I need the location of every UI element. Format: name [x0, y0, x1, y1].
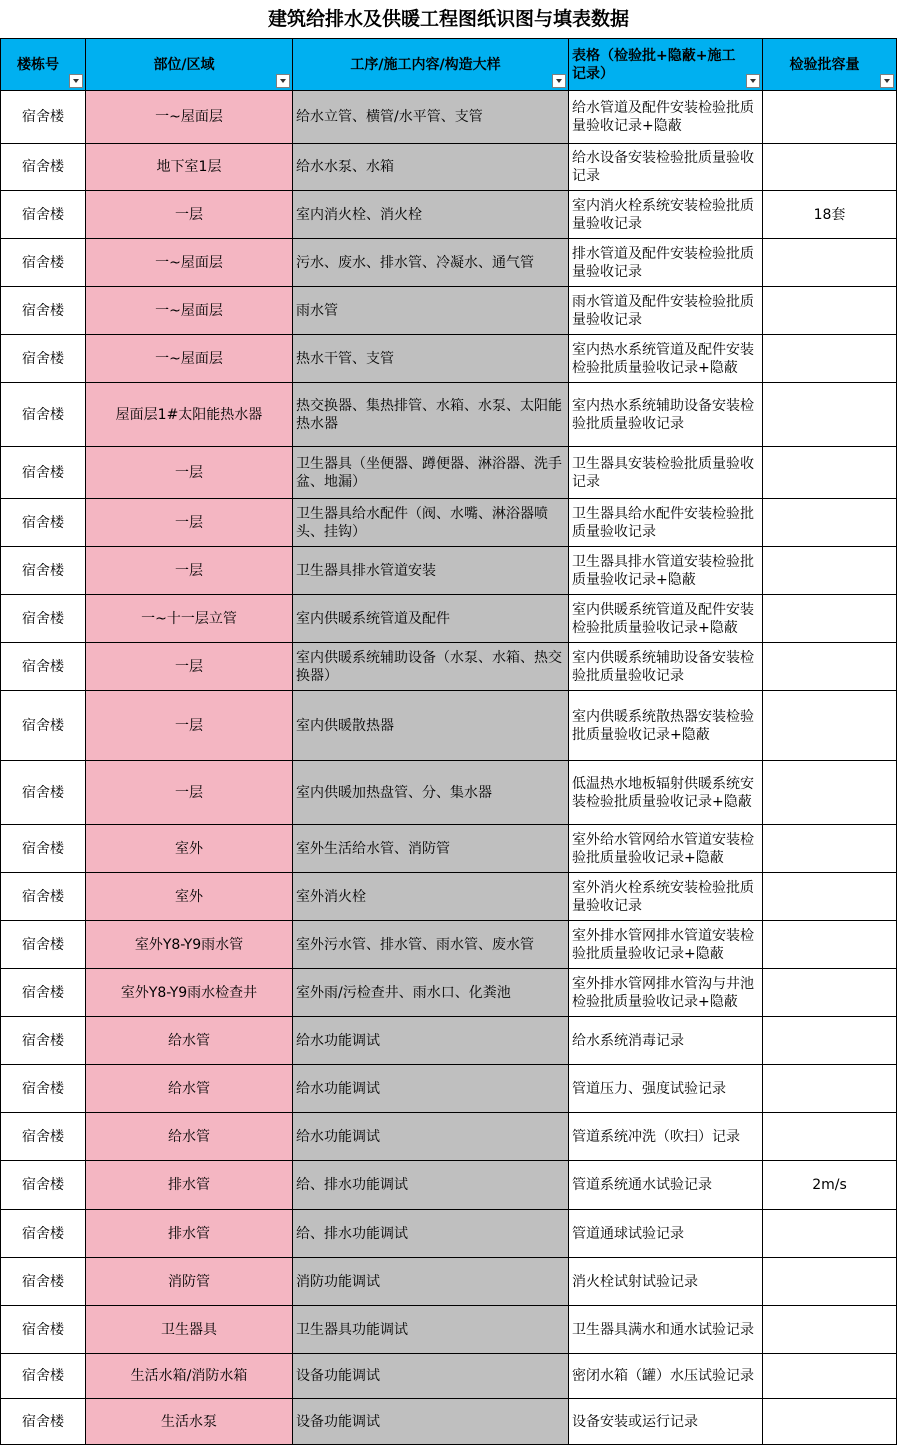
filter-dropdown-icon[interactable]	[552, 74, 566, 88]
table-row	[1, 691, 897, 761]
cell-process[interactable]: 给水立管、横管/水平管、支管	[293, 91, 569, 144]
cell-capacity[interactable]	[763, 595, 897, 643]
cell-building[interactable]: 宿舍楼	[1, 643, 86, 691]
cell-area[interactable]: 给水管	[86, 1065, 293, 1113]
cell-form[interactable]: 室内热水系统辅助设备安装检验批质量验收记录	[569, 383, 763, 447]
cell-area[interactable]: 一~屋面层	[86, 91, 293, 144]
cell-form[interactable]: 给水设备安装检验批质量验收记录	[569, 144, 763, 191]
cell-building[interactable]: 宿舍楼	[1, 335, 86, 383]
cell-area[interactable]: 排水管	[86, 1161, 293, 1210]
table-row	[1, 447, 897, 499]
cell-process[interactable]: 热水干管、支管	[293, 335, 569, 383]
cell-area[interactable]: 一层	[86, 547, 293, 595]
header-area: 部位/区域	[86, 39, 293, 91]
cell-process[interactable]: 设备功能调试	[293, 1399, 569, 1445]
cell-capacity[interactable]	[763, 1258, 897, 1306]
cell-form[interactable]: 管道系统通水试验记录	[569, 1161, 763, 1210]
cell-capacity[interactable]	[763, 825, 897, 873]
cell-capacity[interactable]	[763, 921, 897, 969]
cell-area[interactable]: 消防管	[86, 1258, 293, 1306]
table-row	[1, 1210, 897, 1258]
cell-capacity[interactable]	[763, 239, 897, 287]
cell-process[interactable]: 卫生器具（坐便器、蹲便器、淋浴器、洗手盆、地漏）	[293, 447, 569, 499]
cell-building[interactable]: 宿舍楼	[1, 1306, 86, 1354]
cell-form[interactable]: 雨水管道及配件安装检验批质量验收记录	[569, 287, 763, 335]
table-row	[1, 873, 897, 921]
table-row	[1, 761, 897, 825]
cell-capacity[interactable]	[763, 1399, 897, 1445]
cell-process[interactable]: 给、排水功能调试	[293, 1161, 569, 1210]
cell-building[interactable]: 宿舍楼	[1, 1399, 86, 1445]
table-row	[1, 1306, 897, 1354]
cell-capacity[interactable]	[763, 1065, 897, 1113]
cell-capacity[interactable]	[763, 144, 897, 191]
cell-capacity[interactable]	[763, 547, 897, 595]
table-body	[1, 91, 897, 1445]
cell-capacity[interactable]	[763, 1017, 897, 1065]
cell-building[interactable]: 宿舍楼	[1, 1354, 86, 1399]
cell-form[interactable]: 给水管道及配件安装检验批质量验收记录+隐蔽	[569, 91, 763, 144]
table-row	[1, 921, 897, 969]
cell-area[interactable]: 一层	[86, 761, 293, 825]
cell-form[interactable]: 室内供暖系统管道及配件安装检验批质量验收记录+隐蔽	[569, 595, 763, 643]
cell-building[interactable]: 宿舍楼	[1, 1258, 86, 1306]
cell-area[interactable]: 屋面层1#太阳能热水器	[86, 383, 293, 447]
cell-area[interactable]: 一层	[86, 499, 293, 547]
cell-process[interactable]: 室外污水管、排水管、雨水管、废水管	[293, 921, 569, 969]
cell-capacity[interactable]	[763, 1354, 897, 1399]
cell-process[interactable]: 室内供暖加热盘管、分、集水器	[293, 761, 569, 825]
cell-form[interactable]: 室内供暖系统散热器安装检验批质量验收记录+隐蔽	[569, 691, 763, 761]
cell-building[interactable]: 宿舍楼	[1, 447, 86, 499]
table-row	[1, 595, 897, 643]
filter-dropdown-icon[interactable]	[69, 74, 83, 88]
table-row	[1, 144, 897, 191]
filter-dropdown-icon[interactable]	[746, 74, 760, 88]
cell-area[interactable]: 一层	[86, 643, 293, 691]
cell-building[interactable]: 宿舍楼	[1, 595, 86, 643]
table-row	[1, 335, 897, 383]
cell-form[interactable]: 管道系统冲洗（吹扫）记录	[569, 1113, 763, 1161]
cell-building[interactable]: 宿舍楼	[1, 191, 86, 239]
cell-form[interactable]: 低温热水地板辐射供暖系统安装检验批质量验收记录+隐蔽	[569, 761, 763, 825]
cell-building[interactable]: 宿舍楼	[1, 691, 86, 761]
cell-form[interactable]: 给水系统消毒记录	[569, 1017, 763, 1065]
cell-process[interactable]: 消防功能调试	[293, 1258, 569, 1306]
cell-form[interactable]: 卫生器具给水配件安装检验批质量验收记录	[569, 499, 763, 547]
cell-building[interactable]: 宿舍楼	[1, 239, 86, 287]
table-row	[1, 1017, 897, 1065]
cell-capacity[interactable]	[763, 1113, 897, 1161]
cell-form[interactable]: 室内热水系统管道及配件安装检验批质量验收记录+隐蔽	[569, 335, 763, 383]
cell-capacity[interactable]	[763, 643, 897, 691]
cell-building[interactable]: 宿舍楼	[1, 825, 86, 873]
cell-form[interactable]: 管道通球试验记录	[569, 1210, 763, 1258]
table-row	[1, 1258, 897, 1306]
cell-form[interactable]: 室外给水管网给水管道安装检验批质量验收记录+隐蔽	[569, 825, 763, 873]
cell-process[interactable]: 设备功能调试	[293, 1354, 569, 1399]
cell-area[interactable]: 室外	[86, 825, 293, 873]
cell-form[interactable]: 设备安装或运行记录	[569, 1399, 763, 1445]
cell-process[interactable]: 给、排水功能调试	[293, 1210, 569, 1258]
table-row	[1, 287, 897, 335]
cell-area[interactable]: 一层	[86, 191, 293, 239]
cell-form[interactable]: 排水管道及配件安装检验批质量验收记录	[569, 239, 763, 287]
table-row	[1, 1354, 897, 1399]
cell-capacity[interactable]: 2m/s	[763, 1161, 897, 1210]
cell-capacity[interactable]	[763, 91, 897, 144]
cell-building[interactable]: 宿舍楼	[1, 91, 86, 144]
cell-area[interactable]: 生活水泵	[86, 1399, 293, 1445]
cell-area[interactable]: 一~屋面层	[86, 239, 293, 287]
cell-capacity[interactable]: 18套	[763, 191, 897, 239]
table-row	[1, 1399, 897, 1445]
cell-process[interactable]: 室内供暖系统管道及配件	[293, 595, 569, 643]
table-row	[1, 383, 897, 447]
table-row	[1, 91, 897, 144]
cell-area[interactable]: 给水管	[86, 1113, 293, 1161]
cell-building[interactable]: 宿舍楼	[1, 1161, 86, 1210]
cell-capacity[interactable]	[763, 335, 897, 383]
cell-form[interactable]: 室外排水管网排水管沟与井池检验批质量验收记录+隐蔽	[569, 969, 763, 1017]
cell-process[interactable]: 室外消火栓	[293, 873, 569, 921]
cell-building[interactable]: 宿舍楼	[1, 1210, 86, 1258]
cell-process[interactable]: 室内消火栓、消火栓	[293, 191, 569, 239]
table-row	[1, 1161, 897, 1210]
cell-form[interactable]: 室内供暖系统辅助设备安装检验批质量验收记录	[569, 643, 763, 691]
cell-area[interactable]: 室外	[86, 873, 293, 921]
cell-building[interactable]: 宿舍楼	[1, 1017, 86, 1065]
cell-capacity[interactable]	[763, 969, 897, 1017]
cell-building[interactable]: 宿舍楼	[1, 921, 86, 969]
cell-area[interactable]: 一~屋面层	[86, 335, 293, 383]
cell-process[interactable]: 给水水泵、水箱	[293, 144, 569, 191]
header-row	[1, 39, 897, 91]
cell-form[interactable]: 消火栓试射试验记录	[569, 1258, 763, 1306]
cell-building[interactable]: 宿舍楼	[1, 547, 86, 595]
header-process: 工序/施工内容/构造大样	[293, 39, 569, 91]
table-row	[1, 547, 897, 595]
cell-capacity[interactable]	[763, 873, 897, 921]
cell-area[interactable]: 给水管	[86, 1017, 293, 1065]
filter-dropdown-icon[interactable]	[276, 74, 290, 88]
cell-capacity[interactable]	[763, 383, 897, 447]
cell-area[interactable]: 地下室1层	[86, 144, 293, 191]
cell-form[interactable]: 室外消火栓系统安装检验批质量验收记录	[569, 873, 763, 921]
cell-form[interactable]: 室内消火栓系统安装检验批质量验收记录	[569, 191, 763, 239]
cell-process[interactable]: 卫生器具排水管道安装	[293, 547, 569, 595]
cell-area[interactable]: 室外Y8-Y9雨水管	[86, 921, 293, 969]
cell-capacity[interactable]	[763, 1210, 897, 1258]
sheet-title: 建筑给排水及供暖工程图纸识图与填表数据	[267, 8, 629, 30]
cell-form[interactable]: 卫生器具排水管道安装检验批质量验收记录+隐蔽	[569, 547, 763, 595]
cell-building[interactable]: 宿舍楼	[1, 1065, 86, 1113]
cell-process[interactable]: 雨水管	[293, 287, 569, 335]
cell-area[interactable]: 一层	[86, 691, 293, 761]
cell-form[interactable]: 卫生器具安装检验批质量验收记录	[569, 447, 763, 499]
table-row	[1, 643, 897, 691]
cell-area[interactable]: 一~十一层立管	[86, 595, 293, 643]
cell-process[interactable]: 室内供暖散热器	[293, 691, 569, 761]
cell-building[interactable]: 宿舍楼	[1, 1113, 86, 1161]
cell-area[interactable]: 室外Y8-Y9雨水检查井	[86, 969, 293, 1017]
cell-building[interactable]: 宿舍楼	[1, 873, 86, 921]
table-row	[1, 191, 897, 239]
cell-area[interactable]: 排水管	[86, 1210, 293, 1258]
cell-capacity[interactable]	[763, 761, 897, 825]
cell-process[interactable]: 卫生器具功能调试	[293, 1306, 569, 1354]
cell-process[interactable]: 室内供暖系统辅助设备（水泵、水箱、热交换器）	[293, 643, 569, 691]
cell-process[interactable]: 给水功能调试	[293, 1065, 569, 1113]
header-capacity: 检验批容量	[763, 39, 897, 91]
table-row	[1, 969, 897, 1017]
cell-building[interactable]: 宿舍楼	[1, 287, 86, 335]
header-building: 楼栋号	[1, 39, 86, 91]
table-row	[1, 499, 897, 547]
table-row	[1, 239, 897, 287]
cell-form[interactable]: 密闭水箱（罐）水压试验记录	[569, 1354, 763, 1399]
cell-building[interactable]: 宿舍楼	[1, 761, 86, 825]
cell-capacity[interactable]	[763, 499, 897, 547]
cell-area[interactable]: 一~屋面层	[86, 287, 293, 335]
cell-building[interactable]: 宿舍楼	[1, 499, 86, 547]
data-table	[0, 38, 897, 1445]
cell-building[interactable]: 宿舍楼	[1, 383, 86, 447]
cell-building[interactable]: 宿舍楼	[1, 144, 86, 191]
cell-form[interactable]: 卫生器具满水和通水试验记录	[569, 1306, 763, 1354]
cell-process[interactable]: 热交换器、集热排管、水箱、水泵、太阳能热水器	[293, 383, 569, 447]
cell-capacity[interactable]	[763, 691, 897, 761]
cell-area[interactable]: 卫生器具	[86, 1306, 293, 1354]
table-row	[1, 1065, 897, 1113]
cell-process[interactable]: 给水功能调试	[293, 1017, 569, 1065]
cell-process[interactable]: 给水功能调试	[293, 1113, 569, 1161]
cell-capacity[interactable]	[763, 1306, 897, 1354]
cell-process[interactable]: 室外雨/污检查井、雨水口、化粪池	[293, 969, 569, 1017]
table-row	[1, 825, 897, 873]
cell-form[interactable]: 管道压力、强度试验记录	[569, 1065, 763, 1113]
cell-process[interactable]: 室外生活给水管、消防管	[293, 825, 569, 873]
filter-dropdown-icon[interactable]	[880, 74, 894, 88]
cell-capacity[interactable]	[763, 287, 897, 335]
table-row	[1, 1113, 897, 1161]
cell-capacity[interactable]	[763, 447, 897, 499]
cell-process[interactable]: 卫生器具给水配件（阀、水嘴、淋浴器喷头、挂钩）	[293, 499, 569, 547]
cell-process[interactable]: 污水、废水、排水管、冷凝水、通气管	[293, 239, 569, 287]
header-form: 表格（检验批+隐蔽+施工记录）	[569, 39, 763, 91]
cell-building[interactable]: 宿舍楼	[1, 969, 86, 1017]
cell-area[interactable]: 生活水箱/消防水箱	[86, 1354, 293, 1399]
cell-form[interactable]: 室外排水管网排水管道安装检验批质量验收记录+隐蔽	[569, 921, 763, 969]
cell-area[interactable]: 一层	[86, 447, 293, 499]
